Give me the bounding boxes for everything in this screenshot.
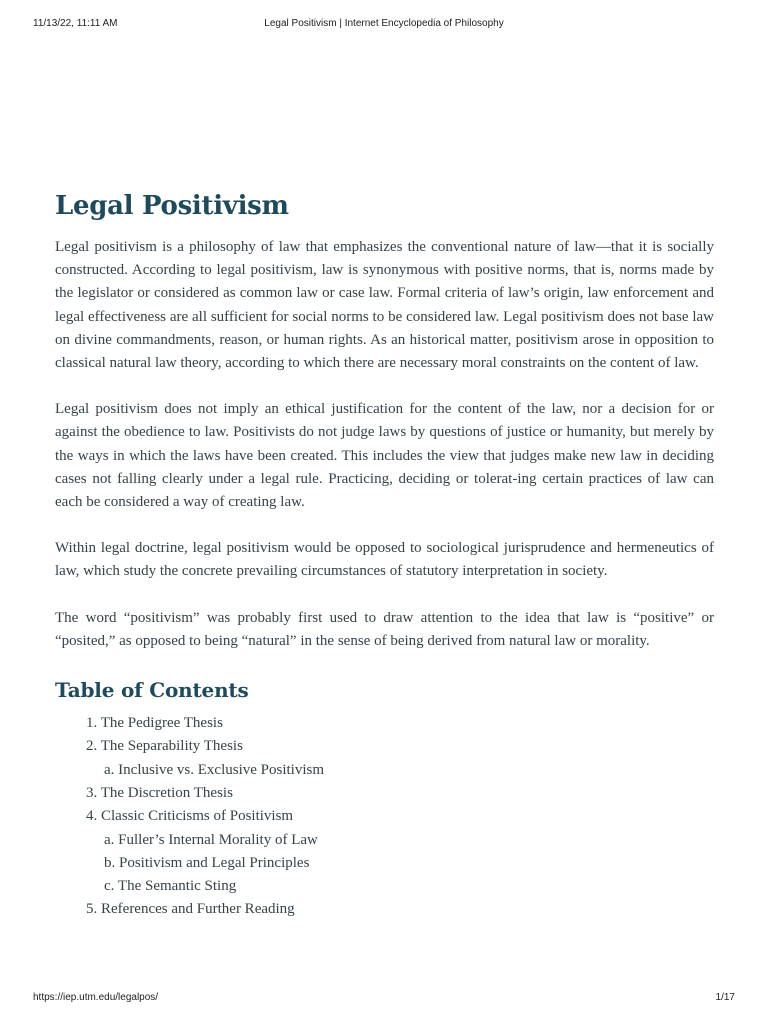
article-paragraph: The word “positivism” was probably first used to draw attention to the idea that law is “positive” or “posited,” as opposed to being “natural” in the sense of being derived from natural law or morality. <box>55 609 714 649</box>
toc-item-label[interactable]: The Separability Thesis <box>100 738 243 755</box>
print-page-number: 1/17 <box>715 992 735 1003</box>
print-page-title: Legal Positivism | Internet Encyclopedia of Philosophy <box>264 18 504 29</box>
toc-item-number: 2. <box>86 738 98 755</box>
toc-item-label[interactable]: Classic Criticisms of Positivism <box>101 808 294 825</box>
article-title: Legal Positivism <box>55 191 289 221</box>
toc-item-label[interactable]: Fuller’s Internal Morality of Law <box>118 831 318 848</box>
toc-item-pedigree-thesis[interactable] <box>55 712 714 735</box>
print-url[interactable]: https://iep.utm.edu/legalpos/ <box>33 992 159 1003</box>
toc-subitem-legal-principles[interactable] <box>55 852 714 875</box>
toc-subitem-inclusive-exclusive[interactable] <box>55 759 714 782</box>
toc-item-label[interactable]: Inclusive vs. Exclusive Positivism <box>118 761 324 778</box>
toc-item-classic-criticisms[interactable] <box>55 805 714 828</box>
toc-item-discretion-thesis[interactable] <box>55 782 714 805</box>
toc-item-number: c. <box>104 878 115 895</box>
toc-item-number: 1. <box>86 715 98 732</box>
article-paragraph: Legal positivism does not imply an ethical justification for the content of the law, nor a decision for or against the obedience to law. Positivists do not judge laws by questions of justice or humanity, but merely by the ways in which the laws have been created. This includes the view that judges make new law in deciding cases not falling clearly under a legal rule. Practicing, deciding or tolerat-ing certain practices of law can each be considered a way of creating law. <box>55 401 714 511</box>
toc-item-number: a. <box>104 761 115 778</box>
toc-item-label[interactable]: The Pedigree Thesis <box>100 715 223 732</box>
toc-item-number: b. <box>104 854 116 871</box>
article-paragraph: Within legal doctrine, legal positivism would be opposed to sociological jurisprudence and hermeneutics of law, which study the concrete prevailing circumstances of statutory interpretation in society. <box>55 540 714 580</box>
table-of-contents <box>55 712 714 922</box>
toc-subitem-semantic-sting[interactable] <box>55 875 714 898</box>
print-header <box>0 18 768 32</box>
toc-item-references[interactable] <box>55 898 714 921</box>
toc-item-label[interactable]: Positivism and Legal Principles <box>119 854 310 871</box>
toc-item-label[interactable]: The Semantic Sting <box>117 878 237 895</box>
print-date: 11/13/22, 11:11 AM <box>33 18 118 29</box>
toc-item-number: 5. <box>86 901 98 918</box>
toc-item-number: 4. <box>86 808 98 825</box>
article-paragraph: Legal positivism is a philosophy of law that emphasizes the conventional nature of law—that it is socially constructed. According to legal positivism, law is synonymous with positive norms, that is, norms made by the legislator or considered as common law or case law. Formal criteria of law’s origin, law enforcement and legal effectiveness are all sufficient for social norms to be considered law. Legal positivism does not base law on divine commandments, reason, or human rights. As an historical matter, positivism arose in opposition to classical natural law theory, according to which there are necessary moral constraints on the content of law. <box>55 239 714 372</box>
toc-item-separability-thesis[interactable] <box>55 735 714 758</box>
toc-item-number: 3. <box>86 784 98 801</box>
toc-subitem-fuller-morality[interactable] <box>55 829 714 852</box>
article <box>55 188 714 922</box>
toc-item-label[interactable]: References and Further Reading <box>101 901 295 918</box>
print-footer <box>0 992 768 1006</box>
toc-heading: Table of Contents <box>55 678 249 703</box>
toc-item-number: a. <box>104 831 115 848</box>
toc-item-label[interactable]: The Discretion Thesis <box>100 784 233 801</box>
